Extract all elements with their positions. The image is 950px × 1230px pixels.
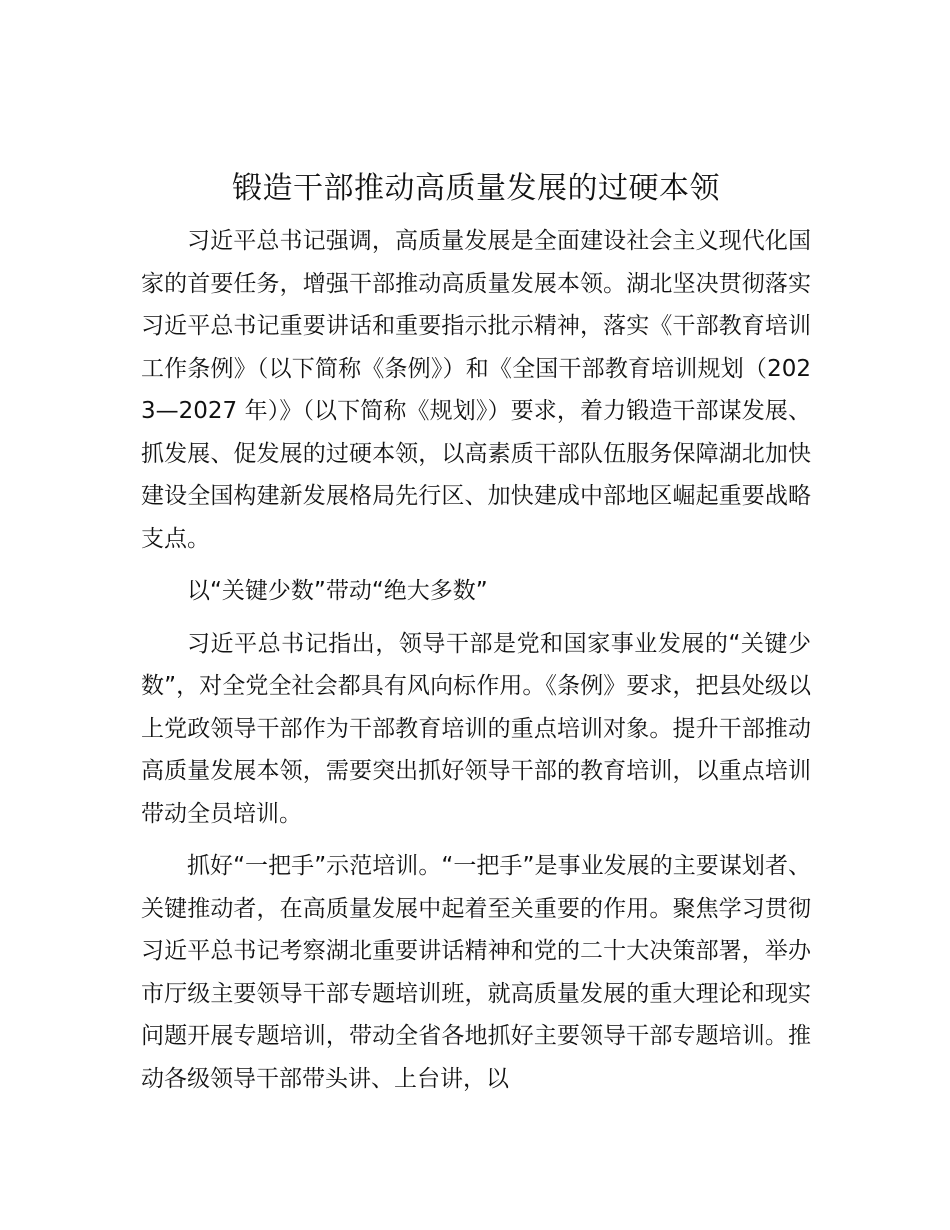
section-paragraph-2: 抓好“一把手”示范培训。“一把手”是事业发展的主要谋划者、关键推动者，在高质量发展中起着至关重要的作用。聚焦学习贯彻习近平总书记考察湖北重要讲话精神和党的二十大决策部署，举办市厅级主要领导干部专题培训班，就高质量发展的重大理论和现实问题开展专题培训，带动全省各地抓好主要领导干部专题培训。推动各级领导干部带头讲、上台讲，以 bbox=[141, 853, 811, 1092]
intro-paragraph: 习近平总书记强调，高质量发展是全面建设社会主义现代化国家的首要任务，增强干部推动高质量发展本领。湖北坚决贯彻落实习近平总书记重要讲话和重要指示批示精神，落实《干部教育培训工作条例》（以下简称《条例》）和《全国干部教育培训规划（2023—2027 年）》（以下简称《规划》）要求，着力锻造干部谋发展、抓发展、促发展的过硬本领，以高素质干部队伍服务保障湖北加快建设全国构建新发展格局先行区、加快建成中部地区崛起重要战略支点。 bbox=[141, 228, 811, 552]
section-paragraph-1: 习近平总书记指出，领导干部是党和国家事业发展的“关键少数”，对全党全社会都具有风向标作用。《条例》要求，把县处级以上党政领导干部作为干部教育培训的重点培训对象。提升干部推动高质量发展本领，需要突出抓好领导干部的教育培训，以重点培训带动全员培训。 bbox=[141, 630, 811, 827]
document-page bbox=[141, 160, 811, 1100]
document-title: 锻造干部推动高质量发展的过硬本领 bbox=[232, 171, 720, 206]
section-heading: 以“关键少数”带动“绝大多数” bbox=[187, 578, 488, 604]
